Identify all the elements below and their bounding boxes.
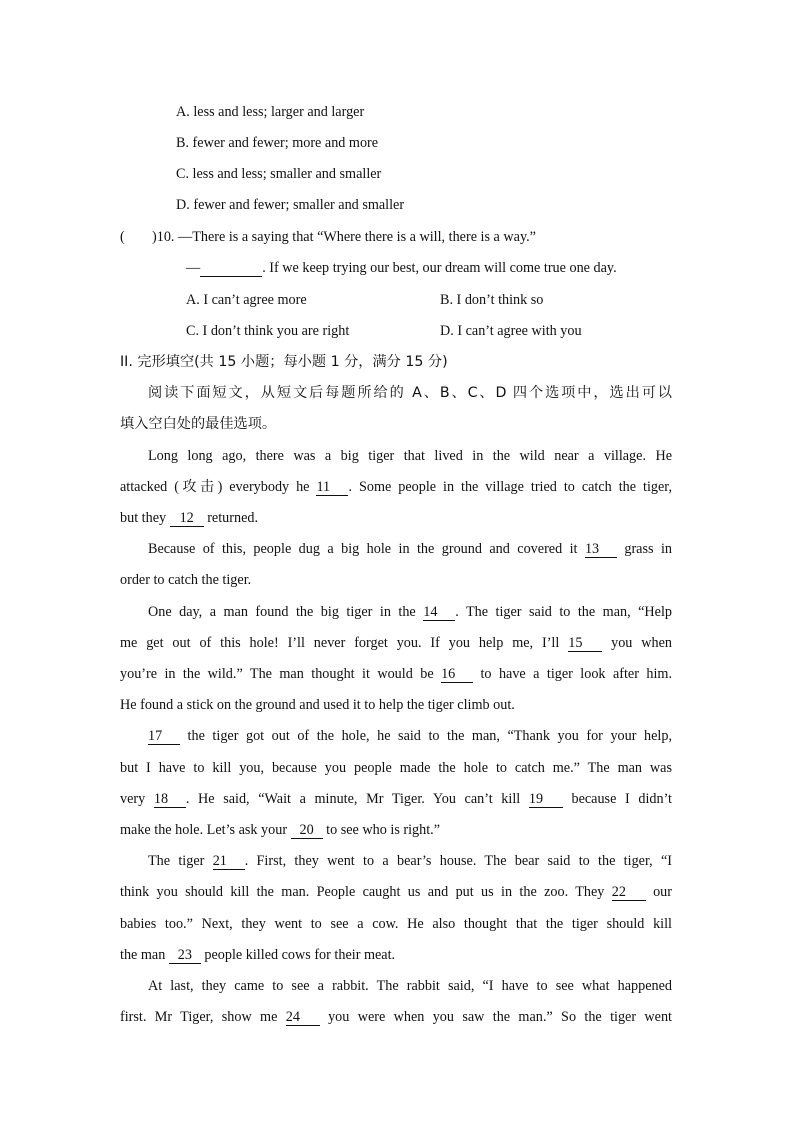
q9-option-c: C. less and less; smaller and smaller bbox=[176, 166, 382, 182]
blank-21: 21 bbox=[213, 853, 245, 870]
q10-stem bbox=[120, 227, 536, 247]
passage-line-19: first. Mr Tiger, show me 24 you were when you saw the man.” So the tiger went bbox=[120, 1009, 672, 1025]
passage-line-4: Because of this, people dug a big hole in the ground and covered it 13 grass in bbox=[148, 541, 672, 557]
passage-line-10: 17 the tiger got out of the hole, he said to the man, “Thank you for your help, bbox=[148, 728, 672, 744]
q9-option-d: D. fewer and fewer; smaller and smaller bbox=[176, 197, 405, 213]
blank-23: 23 bbox=[169, 947, 201, 964]
blank-13: 13 bbox=[585, 541, 617, 558]
passage-line-14: The tiger 21 . First, they went to a bear’s house. The bear said to the tiger, “I bbox=[148, 853, 672, 869]
blank-24: 24 bbox=[286, 1009, 320, 1026]
passage-line-5: order to catch the tiger. bbox=[120, 572, 252, 588]
passage-line-18: At last, they came to see a rabbit. The rabbit said, “I have to see what happened bbox=[148, 978, 672, 994]
q10-option-b: B. I don’t think so bbox=[440, 292, 544, 308]
passage-line-2: attacked (攻击) everybody he 11 . Some people in the village tried to catch the tiger, bbox=[120, 479, 672, 495]
q10-option-a: A. I can’t agree more bbox=[186, 292, 307, 308]
q9-option-b: B. fewer and fewer; more and more bbox=[176, 135, 379, 151]
answer-paren-open: ( bbox=[120, 229, 125, 245]
blank-16: 16 bbox=[441, 666, 473, 683]
passage-line-7: me get out of this hole! I’ll never forget you. If you help me, I’ll 15 you when bbox=[120, 635, 673, 651]
instruction-line-1: 阅读下面短文，从短文后每题所给的 A、B、C、D 四个选项中，选出可以 bbox=[148, 385, 672, 401]
blank-18: 18 bbox=[154, 791, 186, 808]
blank-17: 17 bbox=[148, 728, 180, 745]
passage-line-12: very 18 . He said, “Wait a minute, Mr Tiger. You can’t kill 19 because I didn’t bbox=[120, 791, 672, 807]
instruction-line-2: 填入空白处的最佳选项。 bbox=[120, 416, 277, 432]
q10-option-d: D. I can’t agree with you bbox=[440, 323, 582, 339]
q9-option-a: A. less and less; larger and larger bbox=[176, 104, 365, 120]
blank-20: 20 bbox=[291, 822, 323, 839]
passage-line-8: you’re in the wild.” The man thought it would be 16 to have a tiger look after him. bbox=[120, 666, 672, 682]
q10-reply-dash: — bbox=[186, 260, 201, 276]
passage-line-9: He found a stick on the ground and used it to help the tiger climb out. bbox=[120, 697, 515, 713]
blank-15: 15 bbox=[568, 635, 602, 652]
passage-line-13: make the hole. Let’s ask your 20 to see who is right.” bbox=[120, 822, 441, 838]
blank-14: 14 bbox=[423, 604, 455, 621]
q10-question: )10. —There is a saying that “Where there is a will, there is a way.” bbox=[152, 229, 536, 245]
q10-reply-text: . If we keep trying our best, our dream will come true one day. bbox=[262, 260, 617, 276]
q10-reply bbox=[186, 258, 617, 278]
blank-22: 22 bbox=[612, 884, 646, 901]
section-heading: II. 完形填空(共 15 小题；每小题 1 分，满分 15 分) bbox=[120, 354, 448, 370]
passage-line-16: babies too.” Next, they went to see a cow. He also thought that the tiger should kill bbox=[120, 916, 672, 932]
q10-option-c: C. I don’t think you are right bbox=[186, 323, 350, 339]
passage-line-15: think you should kill the man. People caught us and put us in the zoo. They 22 our bbox=[120, 884, 672, 900]
q10-answer-blank bbox=[200, 260, 262, 277]
passage-line-17: the man 23 people killed cows for their meat. bbox=[120, 947, 396, 963]
passage-line-6: One day, a man found the big tiger in the 14 . The tiger said to the man, “Help bbox=[148, 604, 673, 620]
passage-line-3: but they 12 returned. bbox=[120, 510, 259, 526]
passage-line-11: but I have to kill you, because you people made the hole to catch me.” The man was bbox=[120, 760, 672, 776]
passage-line-1: Long long ago, there was a big tiger that lived in the wild near a village. He bbox=[148, 448, 672, 464]
blank-12: 12 bbox=[170, 510, 204, 527]
blank-19: 19 bbox=[529, 791, 563, 808]
blank-11: 11 bbox=[316, 479, 348, 496]
